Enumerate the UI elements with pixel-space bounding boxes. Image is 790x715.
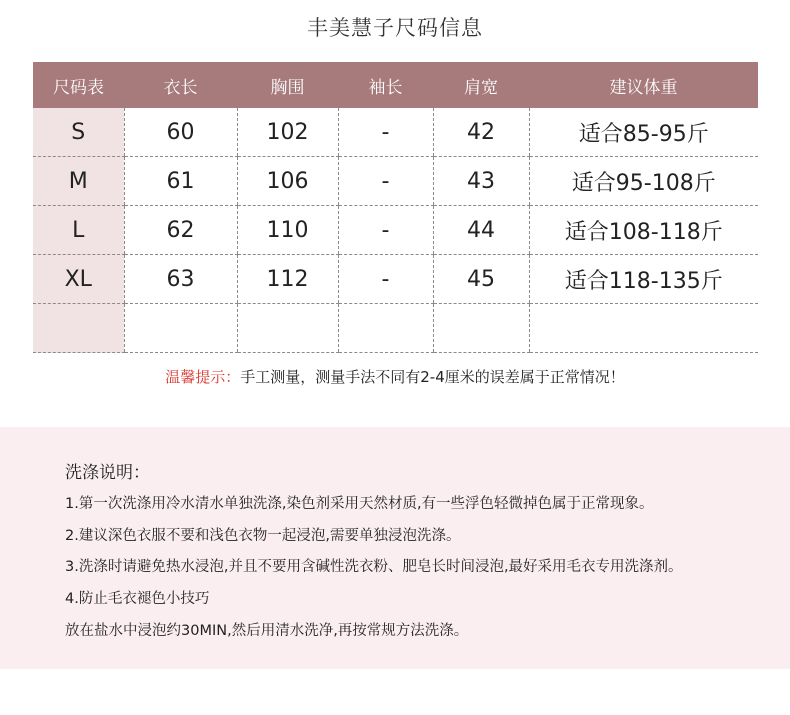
shoulder-cell bbox=[433, 304, 529, 353]
chest-cell: 112 bbox=[237, 255, 338, 304]
weight-cell: 适合95-108斤 bbox=[529, 157, 758, 206]
weight-cell: 适合108-118斤 bbox=[529, 206, 758, 255]
table-row-empty bbox=[33, 304, 758, 353]
shoulder-cell: 45 bbox=[433, 255, 529, 304]
tip-text: 手工测量，测量手法不同有2-4厘米的误差属于正常情况！ bbox=[240, 368, 625, 386]
sleeve-cell bbox=[338, 304, 433, 353]
care-line: 4.防止毛衣褪色小技巧 bbox=[65, 591, 210, 607]
length-cell: 63 bbox=[124, 255, 237, 304]
size-table bbox=[33, 62, 758, 353]
chest-cell: 106 bbox=[237, 157, 338, 206]
length-cell: 62 bbox=[124, 206, 237, 255]
measurement-tip bbox=[0, 366, 790, 387]
care-instructions bbox=[0, 427, 790, 669]
header-sleeve: 袖长 bbox=[338, 62, 433, 108]
weight-cell: 适合85-95斤 bbox=[529, 108, 758, 157]
table-row bbox=[33, 157, 758, 206]
page-title: 丰美慧子尺码信息 bbox=[307, 16, 483, 40]
shoulder-cell: 44 bbox=[433, 206, 529, 255]
table-row bbox=[33, 206, 758, 255]
chest-cell: 110 bbox=[237, 206, 338, 255]
tip-label: 温馨提示： bbox=[165, 368, 241, 386]
sleeve-cell: - bbox=[338, 206, 433, 255]
weight-cell: 适合118-135斤 bbox=[529, 255, 758, 304]
care-line: 1.第一次洗涤用冷水清水单独洗涤,染色剂采用天然材质,有一些浮色轻微掉色属于正常现象。 bbox=[65, 496, 654, 512]
header-length: 衣长 bbox=[124, 62, 237, 108]
size-cell: S bbox=[33, 108, 124, 157]
table-header-row bbox=[33, 62, 758, 108]
header-shoulder: 肩宽 bbox=[433, 62, 529, 108]
size-cell: L bbox=[33, 206, 124, 255]
care-line: 3.洗涤时请避免热水浸泡,并且不要用含碱性洗衣粉、肥皂长时间浸泡,最好采用毛衣专用洗涤剂。 bbox=[65, 559, 683, 575]
sleeve-cell: - bbox=[338, 108, 433, 157]
header-weight: 建议体重 bbox=[529, 62, 758, 108]
shoulder-cell: 43 bbox=[433, 157, 529, 206]
care-line: 放在盐水中浸泡约30MIN,然后用清水洗净,再按常规方法洗涤。 bbox=[65, 623, 469, 639]
shoulder-cell: 42 bbox=[433, 108, 529, 157]
chest-cell bbox=[237, 304, 338, 353]
size-cell: M bbox=[33, 157, 124, 206]
header-size: 尺码表 bbox=[33, 62, 124, 108]
sleeve-cell: - bbox=[338, 157, 433, 206]
size-cell bbox=[33, 304, 124, 353]
length-cell bbox=[124, 304, 237, 353]
length-cell: 60 bbox=[124, 108, 237, 157]
care-line: 2.建议深色衣服不要和浅色衣物一起浸泡,需要单独浸泡洗涤。 bbox=[65, 528, 461, 544]
size-cell: XL bbox=[33, 255, 124, 304]
table-row bbox=[33, 255, 758, 304]
sleeve-cell: - bbox=[338, 255, 433, 304]
care-title: 洗涤说明： bbox=[65, 463, 150, 483]
weight-cell bbox=[529, 304, 758, 353]
length-cell: 61 bbox=[124, 157, 237, 206]
header-chest: 胸围 bbox=[237, 62, 338, 108]
table-row bbox=[33, 108, 758, 157]
chest-cell: 102 bbox=[237, 108, 338, 157]
